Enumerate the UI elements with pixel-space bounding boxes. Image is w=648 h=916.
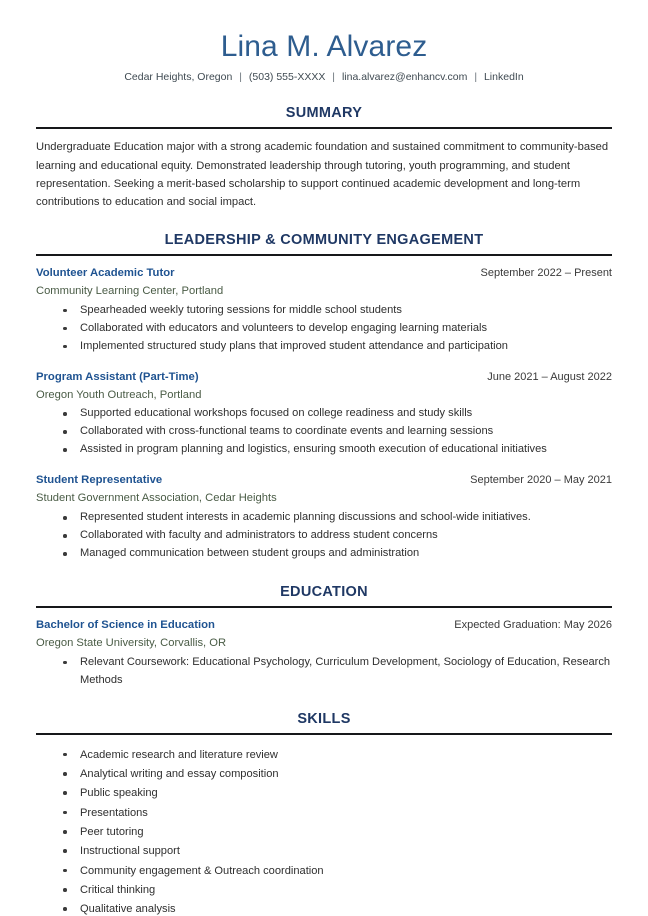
list-item: Analytical writing and essay composition (36, 765, 612, 784)
entry-organization: Community Learning Center, Portland (36, 284, 224, 297)
list-item: Critical thinking (36, 881, 612, 900)
experience-entry (36, 472, 612, 563)
section-body-summary (36, 129, 612, 211)
education-entry (36, 617, 612, 690)
summary-paragraph: Undergraduate Education major with a strong academic foundation and sustained commitment to community-based learning and educational equity. Demonstrated leadership through tutoring, youth programming, and student representation. Seeking a merit-based scholarship to support continued academic development and long-term contributions to education and social impact. (36, 141, 609, 208)
entry-job-title: Student Representative (36, 474, 163, 487)
list-item: Managed communication between student groups and administration (36, 545, 612, 563)
entry-date-range: June 2021 – August 2022 (487, 370, 612, 383)
section-body-leadership (36, 256, 612, 563)
list-item: Relevant Coursework: Educational Psychology, Curriculum Development, Sociology of Education, Research Methods (36, 654, 612, 690)
entry-header (36, 472, 612, 489)
section-leadership (36, 231, 612, 563)
entry-institution: Oregon State University, Corvallis, OR (36, 637, 227, 650)
section-title-skills: SKILLS (297, 710, 351, 727)
contact-line (36, 71, 612, 85)
list-item: Peer tutoring (36, 823, 612, 842)
entry-header (36, 617, 612, 634)
section-body-education (36, 608, 612, 690)
entry-organization: Student Government Association, Cedar Heights (36, 492, 277, 505)
resume-header (36, 30, 612, 84)
contact-location: Cedar Heights, Oregon (124, 70, 233, 83)
list-item: Community engagement & Outreach coordination (36, 862, 612, 881)
entry-header (36, 265, 612, 282)
contact-separator: | (474, 70, 478, 83)
list-item: Collaborated with cross-functional teams to coordinate events and learning sessions (36, 423, 612, 441)
entry-degree-title: Bachelor of Science in Education (36, 619, 215, 632)
entry-job-title: Program Assistant (Part-Time) (36, 370, 199, 383)
list-item: Represented student interests in academic planning discussions and school-wide initiatives. (36, 509, 612, 527)
list-item: Collaborated with educators and volunteers to develop engaging learning materials (36, 320, 612, 338)
list-item: Public speaking (36, 784, 612, 803)
entry-bullet-list (36, 654, 612, 690)
contact-separator: | (332, 70, 336, 83)
experience-entry (36, 369, 612, 460)
section-education (36, 583, 612, 690)
list-item: Presentations (36, 804, 612, 823)
entry-bullet-list (36, 405, 612, 459)
contact-email[interactable]: lina.alvarez@enhancv.com (341, 70, 468, 83)
list-item: Instructional support (36, 842, 612, 861)
contact-linkedin[interactable]: LinkedIn (483, 70, 524, 83)
section-title-leadership: LEADERSHIP & COMMUNITY ENGAGEMENT (164, 231, 484, 248)
entry-date-range: September 2022 – Present (480, 267, 612, 280)
section-skills (36, 710, 612, 916)
list-item: Supported educational workshops focused on college readiness and study skills (36, 405, 612, 423)
list-item: Qualitative analysis (36, 900, 612, 916)
list-item: Academic research and literature review (36, 746, 612, 765)
contact-phone: (503) 555-XXXX (248, 70, 326, 83)
section-title-education: EDUCATION (280, 583, 368, 600)
entry-date-range: September 2020 – May 2021 (470, 474, 612, 487)
list-item: Implemented structured study plans that improved student attendance and participation (36, 338, 612, 356)
entry-job-title: Volunteer Academic Tutor (36, 267, 175, 280)
entry-bullet-list (36, 509, 612, 563)
list-item: Assisted in program planning and logistics, ensuring smooth execution of educational initiatives (36, 441, 612, 459)
entry-organization: Oregon Youth Outreach, Portland (36, 388, 202, 401)
contact-separator: | (239, 70, 242, 83)
skills-list (36, 746, 612, 916)
candidate-name: Lina M. Alvarez (220, 30, 428, 63)
section-body-skills (36, 735, 612, 916)
section-summary (36, 104, 612, 211)
list-item: Spearheaded weekly tutoring sessions for middle school students (36, 302, 612, 320)
entry-bullet-list (36, 302, 612, 356)
entry-header (36, 369, 612, 386)
entry-graduation-date: Expected Graduation: May 2026 (454, 619, 612, 632)
list-item: Collaborated with faculty and administrators to address student concerns (36, 527, 612, 545)
experience-entry (36, 265, 612, 356)
section-title-summary: SUMMARY (285, 105, 363, 122)
